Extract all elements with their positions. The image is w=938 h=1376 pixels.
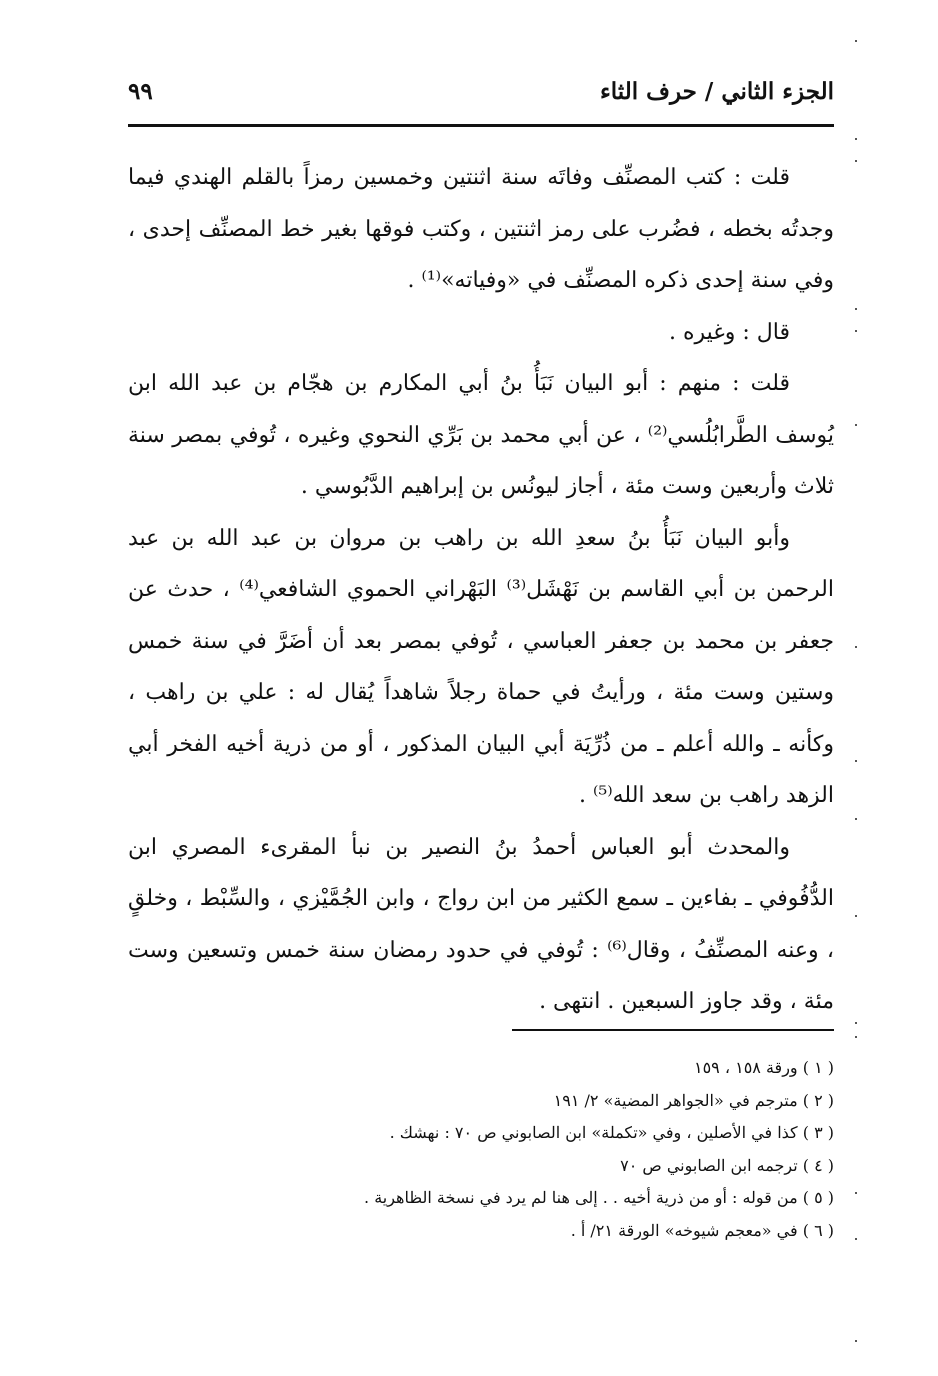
- scan-margin-specks: [855, 0, 859, 1376]
- footnote-5: ( ٥ ) من قوله : أو من ذرية أخيه . . إلى هنا لم يرد في نسخة الظاهرية .: [364, 1188, 834, 1207]
- body-text: [128, 152, 834, 1028]
- header-title: الجزء الثاني / حرف الثاء: [599, 78, 834, 105]
- paragraph-2: قال : وغيره .: [668, 319, 790, 345]
- footnote-1: ( ١ ) ورقة ١٥٨ ، ١٥٩: [693, 1058, 834, 1077]
- footnote-2: ( ٢ ) مترجم في «الجواهر المضية» ٢/ ١٩١: [553, 1090, 834, 1110]
- footnote-rule: [512, 1029, 834, 1031]
- paragraph-5: والمحدث أبو العباس أحمدُ بنُ النصير بن نبأ المقرىء المصري ابن الدُّفُوفي ـ بفاءين ـ سمع الكثير من ابن رواج ، وابن الجُمَّيْزي ، والسِّبْط ، وخلقٍ ، وعنه المصنِّفُ ، وقال⁽⁶⁾ : تُوفي في حدود رمضان سنة خمس وتسعين وست مئة ، وقد جاوز السبعين . انتهى .: [128, 834, 834, 1014]
- footnote-3: ( ٣ ) كذا في الأصلين ، وفي «تكملة» ابن الصابوني ص ٧٠ : نهشك .: [389, 1123, 834, 1142]
- header-rule: [128, 124, 834, 127]
- page-number: ٩٩: [128, 78, 153, 105]
- footnote-4: ( ٤ ) ترجمه ابن الصابوني ص ٧٠: [620, 1155, 834, 1175]
- footnote-6: ( ٦ ) في «معجم شيوخه» الورقة ٢١/ أ .: [570, 1220, 834, 1240]
- paragraph-3: قلت : منهم : أبو البيان نَبَأُ بنُ أبي المكارم بن هجّام بن عبد الله ابن يُوسف الطَّرابُلُسي⁽²⁾ ، عن أبي محمد بن بَرِّي النحوي وغيره ، تُوفي بمصر سنة ثلاث وأربعين وست مئة ، أجاز ليونُس بن إبراهيم الدَّبُوسي .: [128, 371, 834, 499]
- paragraph-1: قلت : كتب المصنِّف وفاتَه سنة اثنتين وخمسين رمزاً بالقلم الهندي فيما وجدتُه بخطه ، فضُرب على رمز اثنتين ، وكتب فوقها بغير خط المصنِّف إحدى ، وفي سنة إحدى ذكره المصنِّف في «وفياته»⁽¹⁾ .: [128, 165, 834, 293]
- paragraph-4: وأبو البيان نَبَأُ بنُ سعدِ الله بن راهب بن مروان بن عبد الله بن عبد الرحمن بن أبي القاسم بن نَهْشَل⁽³⁾ البَهْراني الحموي الشافعي⁽⁴⁾ ، حدث عن جعفر بن محمد بن جعفر العباسي ، تُوفي بمصر بعد أن أضَرَّ في سنة خمس وستين وست مئة ، ورأيتُ في حماة رجلاً شاهداً يُقال له : علي بن راهب ، وكأنه ـ والله أعلم ـ من ذُرِّيَة أبي البيان المذكور ، أو من ذرية أخيه الفخر أبي الزهد راهب بن سعد الله⁽⁵⁾ .: [128, 525, 834, 808]
- running-header: [128, 78, 834, 118]
- footnotes: [128, 1052, 834, 1247]
